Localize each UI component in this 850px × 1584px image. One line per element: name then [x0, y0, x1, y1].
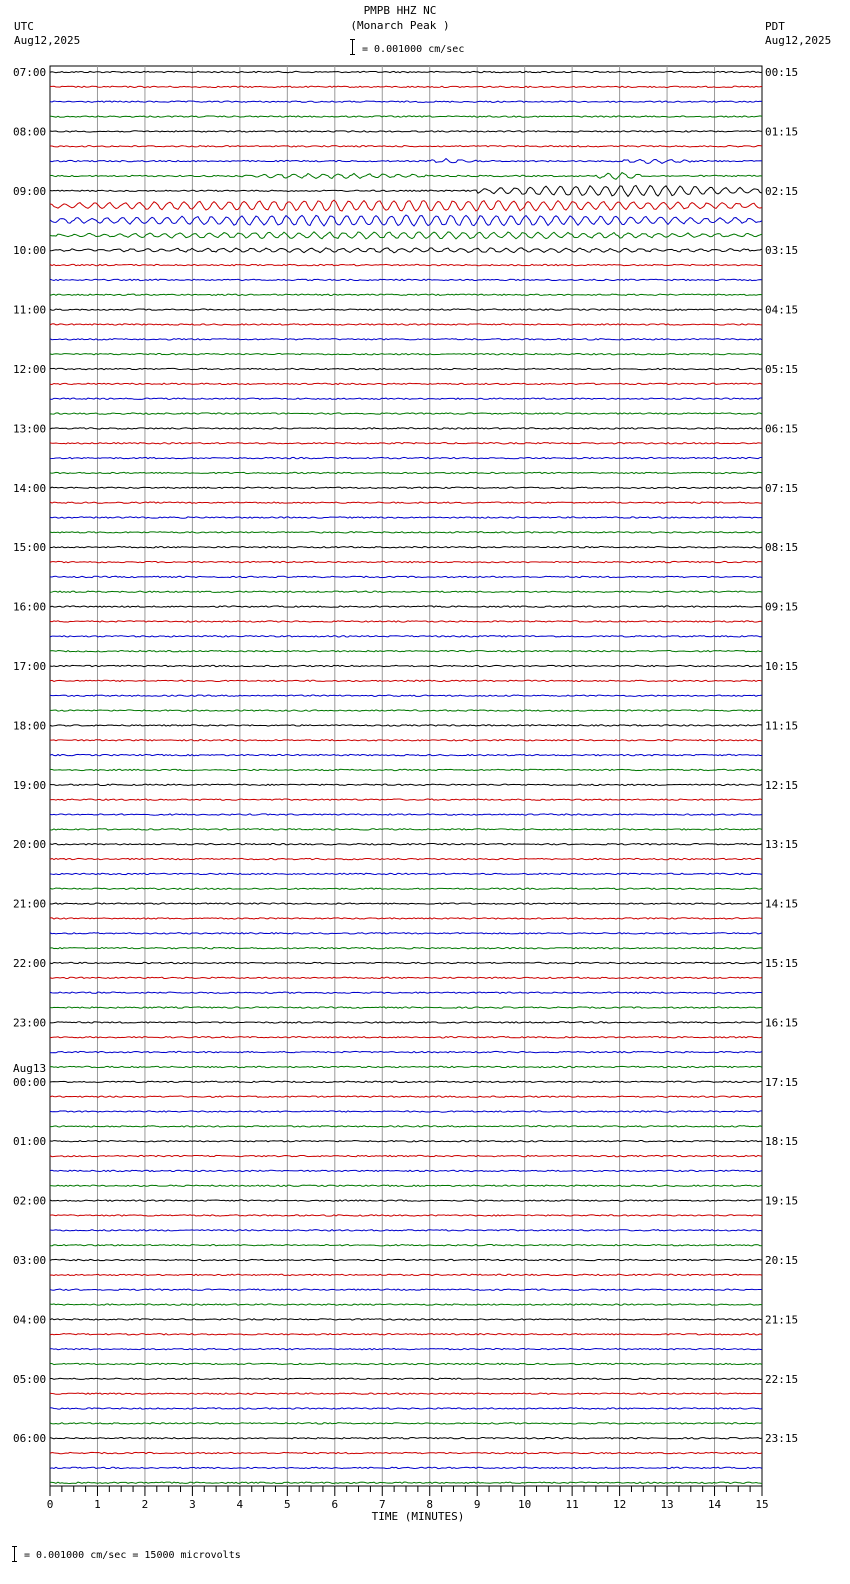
- trace-row: [50, 86, 762, 87]
- trace-row: [50, 1051, 762, 1052]
- utc-hour-label: 16:00: [13, 600, 47, 614]
- right-timezone: PDT: [765, 20, 785, 33]
- trace-row: [50, 1096, 762, 1097]
- trace-row: [50, 665, 762, 666]
- x-tick-label: 6: [331, 1498, 339, 1511]
- x-tick-label: 11: [565, 1498, 579, 1511]
- trace-row: [50, 146, 762, 147]
- trace-row: [50, 636, 762, 637]
- scale-label: = 0.001000 cm/sec: [362, 44, 465, 55]
- utc-hour-label: 20:00: [13, 838, 47, 852]
- trace-row: [50, 116, 762, 117]
- utc-hour-label: 02:00: [13, 1194, 47, 1208]
- footer-scale-bar-icon: [12, 1546, 17, 1562]
- utc-hour-label: 11:00: [13, 303, 47, 317]
- trace-row: [50, 918, 762, 919]
- x-tick-label: 7: [378, 1498, 386, 1511]
- trace-row: [50, 1126, 762, 1127]
- trace-row: [50, 725, 762, 726]
- trace-row: [50, 1185, 762, 1186]
- trace-row: [50, 1452, 762, 1453]
- trace-row: [50, 1141, 762, 1142]
- trace-row: [50, 740, 762, 741]
- date-change-label: Aug13: [13, 1061, 47, 1075]
- pdt-hour-label: 08:15: [765, 541, 799, 555]
- trace-row: [50, 1319, 762, 1320]
- trace-row: [50, 858, 762, 859]
- utc-hour-label: 22:00: [13, 957, 47, 970]
- trace-row: [50, 1378, 762, 1379]
- trace-row: [50, 339, 762, 340]
- trace-row: [50, 472, 762, 473]
- trace-row: [50, 1408, 762, 1409]
- trace-row: [50, 1215, 762, 1216]
- pdt-hour-label: 07:15: [765, 481, 799, 495]
- trace-row: [50, 232, 762, 239]
- utc-hour-label: 09:00: [13, 184, 47, 198]
- x-tick-label: 0: [46, 1498, 54, 1511]
- trace-row: [50, 215, 762, 226]
- pdt-hour-label: 03:15: [765, 244, 799, 258]
- trace-row: [50, 962, 762, 963]
- trace-row: [50, 1304, 762, 1305]
- trace-row: [50, 1348, 762, 1349]
- trace-row: [50, 1438, 762, 1439]
- trace-row: [50, 814, 762, 815]
- utc-hour-label: 08:00: [13, 125, 47, 139]
- trace-row: [50, 1423, 762, 1424]
- utc-hour-label: 18:00: [13, 719, 47, 733]
- trace-row: [50, 873, 762, 874]
- trace-row: [50, 428, 762, 429]
- trace-row: [50, 413, 762, 414]
- trace-row: [50, 324, 762, 325]
- trace-row: [50, 1111, 762, 1112]
- trace-row: [50, 131, 762, 132]
- trace-row: [50, 264, 762, 265]
- trace-row: [50, 710, 762, 711]
- trace-row: [50, 1289, 762, 1290]
- trace-row: [50, 173, 762, 180]
- left-timezone: UTC: [14, 20, 34, 33]
- trace-row: [50, 1482, 762, 1483]
- x-tick-label: 13: [660, 1498, 674, 1511]
- pdt-hour-label: 09:15: [765, 600, 799, 614]
- pdt-hour-label: 17:15: [765, 1075, 799, 1089]
- footer-scale-note: = 0.001000 cm/sec = 15000 microvolts: [24, 1550, 241, 1561]
- trace-row: [50, 947, 762, 948]
- x-axis-label: TIME (MINUTES): [371, 1510, 465, 1523]
- x-tick-label: 12: [612, 1498, 627, 1511]
- pdt-hour-label: 22:15: [765, 1372, 799, 1386]
- trace-row: [50, 1230, 762, 1231]
- trace-row: [50, 1363, 762, 1364]
- trace-row: [50, 903, 762, 904]
- trace-row: [50, 368, 762, 369]
- trace-row: [50, 992, 762, 993]
- utc-hour-label: 10:00: [13, 244, 47, 258]
- trace-row: [50, 71, 762, 72]
- left-date: Aug12,2025: [14, 34, 81, 47]
- utc-hour-label: 06:00: [13, 1432, 47, 1446]
- pdt-hour-label: 19:15: [765, 1194, 799, 1208]
- trace-row: [50, 784, 762, 785]
- station-title: PMPB HHZ NC: [363, 4, 437, 17]
- trace-row: [50, 248, 762, 253]
- utc-hour-label: 13:00: [13, 422, 47, 436]
- x-tick-label: 8: [426, 1498, 434, 1511]
- pdt-hour-label: 11:15: [765, 719, 799, 733]
- trace-row: [50, 398, 762, 399]
- trace-row: [50, 680, 762, 681]
- trace-row: [50, 1244, 762, 1245]
- trace-row: [50, 888, 762, 889]
- trace-row: [50, 159, 762, 164]
- x-tick-label: 15: [755, 1498, 769, 1511]
- pdt-hour-label: 06:15: [765, 422, 799, 436]
- trace-row: [50, 200, 762, 211]
- trace-row: [50, 1066, 762, 1067]
- pdt-hour-label: 12:15: [765, 778, 799, 792]
- x-tick-label: 5: [284, 1498, 291, 1511]
- trace-row: [50, 933, 762, 934]
- trace-row: [50, 1393, 762, 1394]
- trace-row: [50, 487, 762, 488]
- time-axis: [47, 1486, 769, 1511]
- trace-row: [50, 309, 762, 310]
- trace-row: [50, 769, 762, 770]
- trace-row: [50, 457, 762, 458]
- utc-hour-label: 12:00: [13, 363, 47, 376]
- trace-row: [50, 1467, 762, 1468]
- trace-row: [50, 695, 762, 696]
- pdt-hour-label: 16:15: [765, 1016, 799, 1030]
- utc-hour-label: 07:00: [13, 66, 47, 79]
- trace-row: [50, 279, 762, 280]
- pdt-hour-label: 21:15: [765, 1313, 799, 1327]
- site-name: (Monarch Peak ): [350, 19, 450, 32]
- x-tick-label: 10: [518, 1498, 532, 1511]
- trace-row: [50, 1081, 762, 1082]
- x-tick-label: 1: [94, 1498, 101, 1511]
- trace-row: [50, 1155, 762, 1156]
- trace-row: [50, 561, 762, 562]
- right-date: Aug12,2025: [765, 34, 832, 47]
- pdt-hour-label: 14:15: [765, 897, 799, 911]
- utc-hour-label: 04:00: [13, 1313, 47, 1327]
- trace-row: [50, 1259, 762, 1260]
- utc-hour-label: 01:00: [13, 1135, 47, 1149]
- utc-hour-label: 03:00: [13, 1254, 47, 1267]
- trace-row: [50, 650, 762, 651]
- trace-row: [50, 517, 762, 518]
- trace-row: [50, 829, 762, 830]
- x-tick-label: 4: [236, 1498, 244, 1511]
- pdt-hour-label: 13:15: [765, 838, 799, 852]
- utc-hour-label: 17:00: [13, 660, 47, 673]
- utc-hour-label: 15:00: [13, 541, 47, 555]
- trace-row: [50, 1170, 762, 1171]
- trace-row: [50, 799, 762, 800]
- trace-row: [50, 1007, 762, 1008]
- trace-row: [50, 591, 762, 592]
- pdt-hour-label: 23:15: [765, 1432, 799, 1446]
- pdt-hour-label: 00:15: [765, 66, 799, 79]
- trace-row: [50, 1022, 762, 1023]
- utc-hour-label: 00:00: [13, 1075, 47, 1089]
- trace-row: [50, 977, 762, 978]
- trace-row: [50, 754, 762, 755]
- pdt-hour-label: 10:15: [765, 660, 799, 673]
- trace-row: [50, 621, 762, 622]
- utc-hour-label: 19:00: [13, 778, 47, 792]
- trace-row: [50, 185, 762, 196]
- pdt-hour-label: 05:15: [765, 363, 799, 376]
- trace-row: [50, 576, 762, 577]
- trace-row: [50, 606, 762, 607]
- trace-row: [50, 101, 762, 102]
- pdt-hour-label: 18:15: [765, 1135, 799, 1149]
- x-tick-label: 3: [189, 1498, 196, 1511]
- trace-row: [50, 1200, 762, 1201]
- trace-row: [50, 1274, 762, 1275]
- utc-hour-label: 05:00: [13, 1372, 47, 1386]
- pdt-hour-label: 20:15: [765, 1254, 799, 1267]
- x-tick-label: 14: [707, 1498, 722, 1511]
- pdt-hour-label: 02:15: [765, 184, 799, 198]
- utc-hour-label: 21:00: [13, 897, 47, 911]
- trace-row: [50, 353, 762, 354]
- trace-row: [50, 502, 762, 503]
- utc-hour-label: 23:00: [13, 1016, 47, 1030]
- pdt-hour-label: 04:15: [765, 303, 799, 317]
- trace-row: [50, 532, 762, 533]
- trace-row: [50, 443, 762, 444]
- utc-hour-label: 14:00: [13, 481, 47, 495]
- trace-row: [50, 1334, 762, 1335]
- trace-row: [50, 547, 762, 548]
- x-tick-label: 2: [141, 1498, 149, 1511]
- pdt-hour-label: 15:15: [765, 957, 799, 970]
- trace-row: [50, 844, 762, 845]
- trace-lines: [50, 71, 762, 1483]
- x-tick-label: 9: [473, 1498, 481, 1511]
- trace-row: [50, 1037, 762, 1038]
- trace-row: [50, 294, 762, 295]
- trace-row: [50, 383, 762, 384]
- pdt-hour-label: 01:15: [765, 125, 799, 139]
